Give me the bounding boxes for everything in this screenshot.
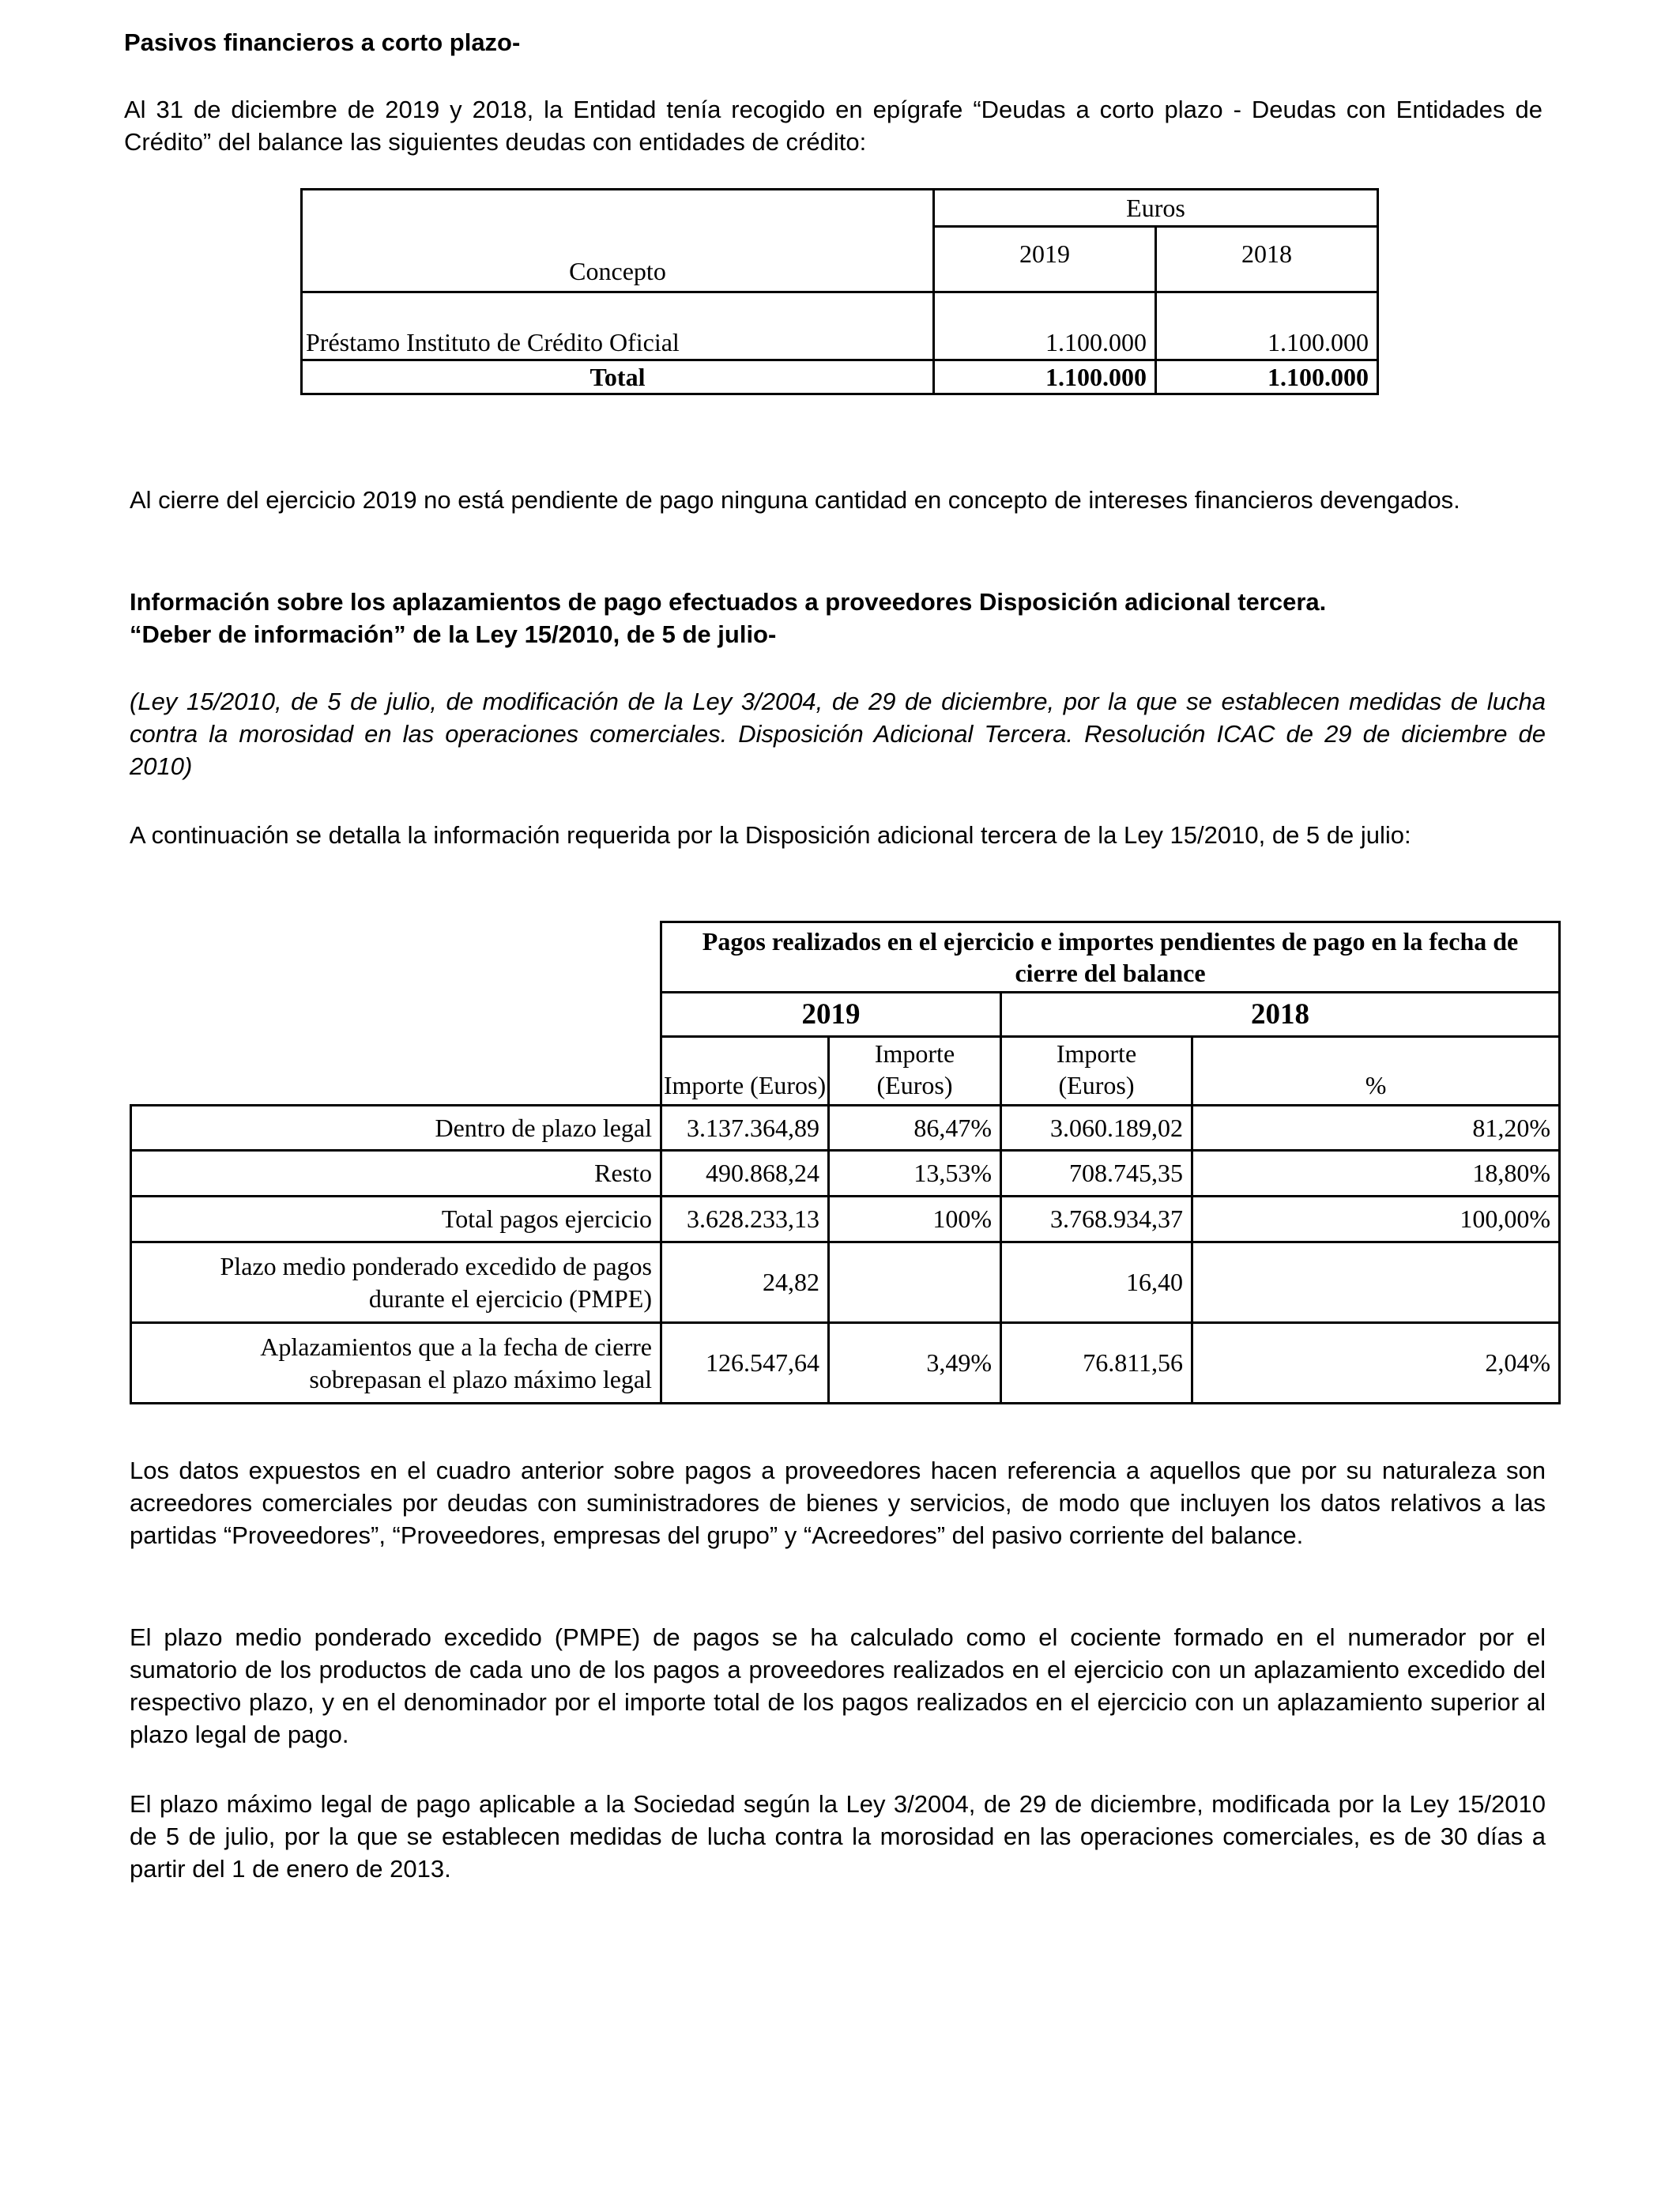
debt-table bbox=[300, 188, 1379, 395]
paragraph-plazo-maximo: El plazo máximo legal de pago aplicable a la Sociedad según la Ley 3/2004, de 29 de diciembre, modificada por la Ley 15/2010 de 5 de julio, por la que se establecen medidas de lucha contra la morosidad en las operaciones comerciales, es de 30 días a partir del 1 de enero de 2013. bbox=[130, 1790, 1546, 1883]
law-reference-note: (Ley 15/2010, de 5 de julio, de modificación de la Ley 3/2004, de 29 de diciembre, por la que se establecen medidas de lucha contra la morosidad en las operaciones comerciales. Disposición Adicional Tercera. Resolución ICAC de 29 de diciembre de 2010) bbox=[130, 688, 1546, 780]
row-value-2019: 24,82 bbox=[661, 1242, 829, 1323]
row-label: Dentro de plazo legal bbox=[131, 1106, 661, 1151]
row-value-2019: 3.137.364,89 bbox=[661, 1106, 829, 1151]
row-value-2019: 3.628.233,13 bbox=[661, 1197, 829, 1242]
section2-heading-line1: Información sobre los aplazamientos de pago efectuados a proveedores Disposición adicional tercera. bbox=[130, 588, 1327, 616]
payments-table-year-2018: 2018 bbox=[1001, 993, 1560, 1037]
row-label: Resto bbox=[131, 1151, 661, 1197]
section2-intro-paragraph: A continuación se detalla la información requerida por la Disposición adicional tercera de la Ley 15/2010, de 5 de julio: bbox=[130, 821, 1411, 849]
debt-table-row-label: Préstamo Instituto de Crédito Oficial bbox=[302, 292, 934, 360]
row-value-2018: 3.060.189,02 bbox=[1001, 1106, 1192, 1151]
section-intro-paragraph: Al 31 de diciembre de 2019 y 2018, la Entidad tenía recogido en epígrafe “Deudas a corto plazo - Deudas con Entidades de Crédito” del balance las siguientes deudas con entidades de crédito: bbox=[124, 96, 1543, 156]
row-value-2018: 708.745,35 bbox=[1001, 1151, 1192, 1197]
debt-table-concept-header: Concepto bbox=[302, 190, 934, 292]
row-pct-2018: 81,20% bbox=[1192, 1106, 1560, 1151]
debt-table-euros-header: Euros bbox=[934, 190, 1378, 227]
debt-table-total-2019: 1.100.000 bbox=[934, 360, 1156, 394]
row-value-2018: 76.811,56 bbox=[1001, 1323, 1192, 1404]
payments-table-title: Pagos realizados en el ejercicio e importes pendientes de pago en la fecha de cierre del balance bbox=[661, 922, 1560, 993]
row-label-line1: Aplazamientos que a la fecha de cierre bbox=[260, 1332, 652, 1361]
row-pct-2019 bbox=[829, 1242, 1001, 1323]
payments-table-col-importe-2019: Importe (Euros) bbox=[661, 1037, 829, 1106]
table-row bbox=[131, 1197, 1560, 1242]
debt-table-year-2018: 2018 bbox=[1156, 227, 1378, 292]
row-pct-2019: 3,49% bbox=[829, 1323, 1001, 1404]
debt-table-total-2018: 1.100.000 bbox=[1156, 360, 1378, 394]
row-value-2019: 490.868,24 bbox=[661, 1151, 829, 1197]
debt-table-row-2018: 1.100.000 bbox=[1156, 292, 1378, 360]
table-row bbox=[131, 1323, 1560, 1404]
section-heading-pasivos: Pasivos financieros a corto plazo- bbox=[124, 28, 521, 56]
payments-table-empty-corner bbox=[131, 922, 661, 993]
row-value-2019: 126.547,64 bbox=[661, 1323, 829, 1404]
table-row bbox=[131, 1151, 1560, 1197]
row-label bbox=[131, 1242, 661, 1323]
row-value-2018: 3.768.934,37 bbox=[1001, 1197, 1192, 1242]
debt-table-total-label: Total bbox=[302, 360, 934, 394]
row-pct-2019: 100% bbox=[829, 1197, 1001, 1242]
col3-line1: Importe bbox=[1056, 1039, 1137, 1068]
paragraph-pmpe: El plazo medio ponderado excedido (PMPE) de pagos se ha calculado como el cociente formado en el numerador por el sumatorio de los productos de cada uno de los pagos a proveedores realizados en el ejercicio con un aplazamiento excedido del respectivo plazo, y en el denominador por el importe total de los pagos realizados en el ejercicio con un aplazamiento superior al plazo legal de pago. bbox=[130, 1623, 1546, 1748]
row-label-line1: Plazo medio ponderado excedido de pagos bbox=[220, 1251, 652, 1280]
row-pct-2018: 100,00% bbox=[1192, 1197, 1560, 1242]
interest-note-paragraph: Al cierre del ejercicio 2019 no está pendiente de pago ninguna cantidad en concepto de intereses financieros devengados. bbox=[130, 486, 1460, 514]
section2-heading-line2: “Deber de información” de la Ley 15/2010, de 5 de julio- bbox=[130, 620, 777, 648]
col2-line2: (Euros) bbox=[876, 1071, 953, 1099]
debt-table-year-2019: 2019 bbox=[934, 227, 1156, 292]
row-value-2018: 16,40 bbox=[1001, 1242, 1192, 1323]
payments-table-col-importe-pct-2019 bbox=[829, 1037, 1001, 1106]
row-label: Total pagos ejercicio bbox=[131, 1197, 661, 1242]
row-pct-2019: 13,53% bbox=[829, 1151, 1001, 1197]
payments-table-year-2019: 2019 bbox=[661, 993, 1001, 1037]
debt-table-row-2019: 1.100.000 bbox=[934, 292, 1156, 360]
payments-table-col-pct-2018: % bbox=[1192, 1037, 1560, 1106]
row-label bbox=[131, 1323, 661, 1404]
row-label-line2: sobrepasan el plazo máximo legal bbox=[309, 1364, 652, 1393]
row-pct-2018 bbox=[1192, 1242, 1560, 1323]
payments-table bbox=[130, 921, 1561, 1404]
col3-line2: (Euros) bbox=[1058, 1071, 1135, 1099]
payments-table-col-importe-2018 bbox=[1001, 1037, 1192, 1106]
row-pct-2019: 86,47% bbox=[829, 1106, 1001, 1151]
col2-line1: Importe bbox=[874, 1039, 955, 1068]
paragraph-proveedores: Los datos expuestos en el cuadro anterior sobre pagos a proveedores hacen referencia a aquellos que por su naturaleza son acreedores comerciales por deudas con suministradores de bienes y servicios, de modo que incluyen los datos relativos a las partidas “Proveedores”, “Proveedores, empresas del grupo” y “Acreedores” del pasivo corriente del balance. bbox=[130, 1457, 1546, 1549]
row-label-line2: durante el ejercicio (PMPE) bbox=[368, 1284, 652, 1313]
row-pct-2018: 2,04% bbox=[1192, 1323, 1560, 1404]
row-pct-2018: 18,80% bbox=[1192, 1151, 1560, 1197]
table-row bbox=[131, 1106, 1560, 1151]
table-row bbox=[131, 1242, 1560, 1323]
